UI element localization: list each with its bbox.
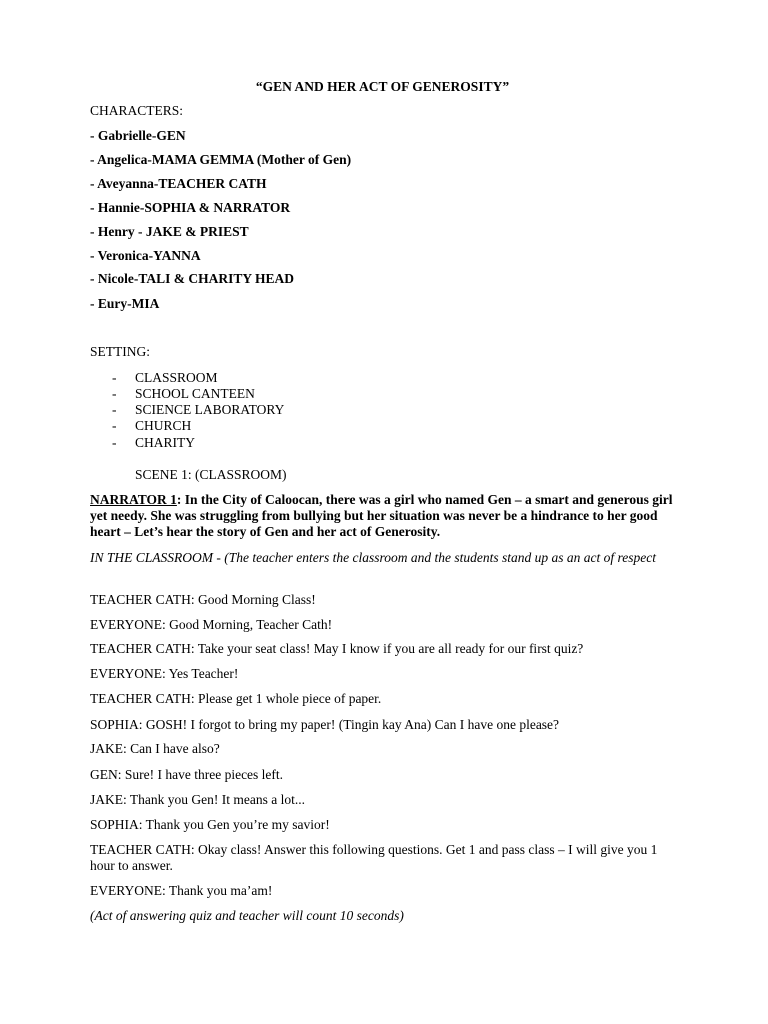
setting-item: SCHOOL CANTEEN bbox=[135, 386, 255, 401]
character-item: - Aveyanna-TEACHER CATH bbox=[90, 176, 267, 191]
dialogue-line: EVERYONE: Yes Teacher! bbox=[90, 666, 239, 681]
dialogue-line: EVERYONE: Thank you ma’am! bbox=[90, 883, 273, 898]
dialogue-line: SOPHIA: Thank you Gen you’re my savior! bbox=[90, 817, 330, 832]
stage-direction: IN THE CLASSROOM - (The teacher enters the classroom and the students stand up as an act of respect bbox=[90, 550, 656, 565]
list-dash: - bbox=[112, 435, 117, 450]
setting-item: CHURCH bbox=[135, 418, 192, 433]
setting-item: CHARITY bbox=[135, 435, 195, 450]
narrator-text: In the City of Caloocan, there was a girl who named Gen – a smart and generous girl yet needy. She was struggling from bullying but her situation was never be a hindrance to her good heart – Let’s hear the story of Gen and her act of Generosity. bbox=[90, 492, 673, 539]
narrator-paragraph bbox=[90, 492, 680, 540]
character-item: - Angelica-MAMA GEMMA (Mother of Gen) bbox=[90, 152, 352, 167]
character-item: - Hannie-SOPHIA & NARRATOR bbox=[90, 200, 291, 215]
dialogue-line: EVERYONE: Good Morning, Teacher Cath! bbox=[90, 617, 333, 632]
dialogue-line: JAKE: Thank you Gen! It means a lot... bbox=[90, 792, 305, 807]
dialogue-line: TEACHER CATH: Okay class! Answer this following questions. Get 1 and pass class – I will give you 1 hour to answer. bbox=[90, 842, 658, 873]
narrator-label: NARRATOR 1 bbox=[90, 492, 177, 507]
list-dash: - bbox=[112, 418, 117, 433]
setting-item: CLASSROOM bbox=[135, 370, 218, 385]
character-item: - Eury-MIA bbox=[90, 296, 160, 311]
list-dash: - bbox=[112, 370, 117, 385]
play-title: “GEN AND HER ACT OF GENEROSITY” bbox=[255, 79, 510, 94]
character-item: - Gabrielle-GEN bbox=[90, 128, 186, 143]
dialogue-line: TEACHER CATH: Please get 1 whole piece of paper. bbox=[90, 691, 382, 706]
character-item: - Veronica-YANNA bbox=[90, 248, 201, 263]
dialogue-line: TEACHER CATH: Good Morning Class! bbox=[90, 592, 316, 607]
dialogue-line: JAKE: Can I have also? bbox=[90, 741, 220, 756]
character-item: - Nicole-TALI & CHARITY HEAD bbox=[90, 271, 294, 286]
narrator-colon: : bbox=[176, 492, 182, 507]
scene-heading: SCENE 1: (CLASSROOM) bbox=[135, 467, 287, 482]
dialogue-line: SOPHIA: GOSH! I forgot to bring my paper! (Tingin kay Ana) Can I have one please? bbox=[90, 717, 560, 732]
dialogue-line: GEN: Sure! I have three pieces left. bbox=[90, 767, 284, 782]
character-item: - Henry - JAKE & PRIEST bbox=[90, 224, 249, 239]
setting-item: SCIENCE LABORATORY bbox=[135, 402, 285, 417]
list-dash: - bbox=[112, 402, 117, 417]
characters-heading: CHARACTERS: bbox=[90, 103, 184, 118]
dialogue-line: TEACHER CATH: Take your seat class! May I know if you are all ready for our first quiz? bbox=[90, 641, 584, 656]
list-dash: - bbox=[112, 386, 117, 401]
setting-heading: SETTING: bbox=[90, 344, 150, 359]
stage-direction: (Act of answering quiz and teacher will count 10 seconds) bbox=[90, 908, 404, 923]
